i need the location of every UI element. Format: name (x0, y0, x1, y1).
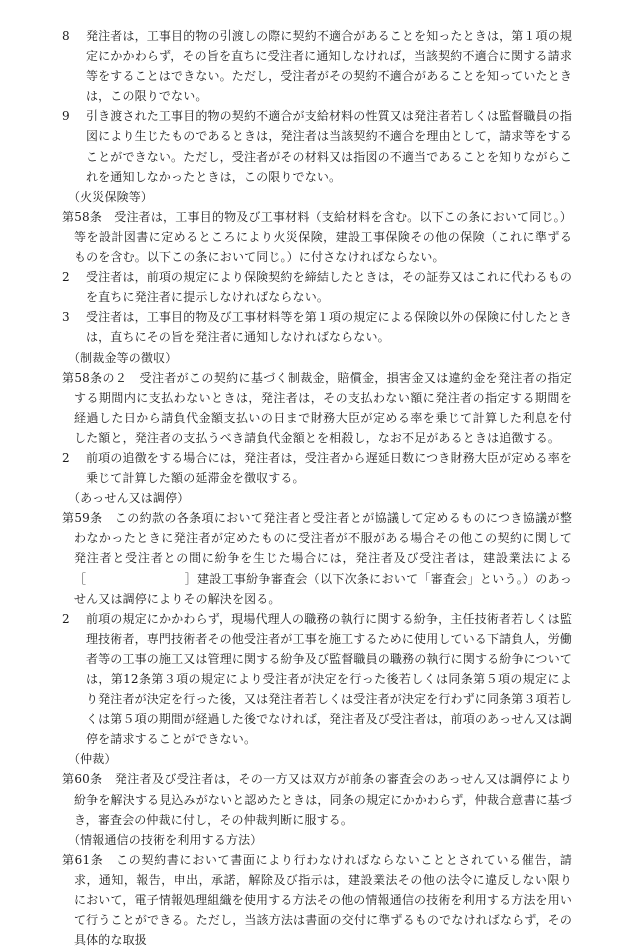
clause-text: 受注者は，前項の規定により保険契約を締結したときは，その証券又はこれに代わるものを直ちに発注者に提示しなければならない。 (86, 270, 573, 305)
clause-number: 8 (62, 29, 70, 43)
article-58-2-clause-2 (62, 448, 572, 488)
clause-text: 引き渡された工事目的物の契約不適合が支給材料の性質又は発注者若しくは監督職員の指図により生じたものであるときは，発注者は当該契約不適合を理由として，請求等をすることができない。ただし，受注者がその材料又は指図の不適当であることを知りながらこれを通知しなかったときは，この限りでない。 (86, 109, 573, 184)
clause-text: 受注者は，工事目的物及び工事材料等を第１項の規定による保険以外の保険に付したときは，直ちにその旨を発注者に通知しなければならない。 (86, 310, 573, 345)
article-58: 第58条 受注者は，工事目的物及び工事材料（支給材料を含む。以下この条において同じ。）等を設計図書に定めるところにより火災保険，建設工事保険その他の保険（これに準ずるものを含む。以下この条において同じ。）に付さなければならない。 (62, 209, 572, 265)
clause-text: 前項の規定にかかわらず，現場代理人の職務の執行に関する紛争，主任技術者若しくは監理技術者，専門技術者その他受注者が工事を施工するために使用している下請負人，労働者等の工事の施工又は管理に関する紛争及び監督職員の職務の執行に関する紛争については，第12条第３項の規定により受注者が決定を行った後若しくは同条第５項の規定により発注者が決定を行った後，又は発注者若しくは受注者が決定を行わずに同条第３項若しくは第５項の期間が経過した後でなければ，発注者及び受注者は，前項のあっせん又は調停を請求することができない。 (86, 611, 573, 747)
clause-number: 3 (62, 310, 70, 325)
article-58-clause-3 (62, 307, 572, 347)
section-heading-arbitration: （仲裁） (68, 752, 117, 767)
clause-number: 2 (62, 450, 70, 465)
section-heading-fire-insurance: （火災保険等） (68, 189, 154, 204)
section-heading-penalty-collection: （制裁金等の徴収） (68, 350, 178, 365)
clause-text: 発注者は，工事目的物の引渡しの際に契約不適合があることを知ったときは，第１項の規定にかかわらず，その旨を直ちに受注者に通知しなければ，当該契約不適合に関する請求等をすることはできない。ただし，受注者がその契約不適合があることを知っていたときは，この限りでない。 (86, 29, 573, 104)
clause-number: 2 (62, 611, 70, 626)
clause-8 (62, 26, 572, 106)
clause-number: 9 (62, 109, 70, 124)
article-58-2: 第58条の２ 受注者がこの契約に基づく制裁金，賠償金，損害金又は違約金を発注者の指定する期間内に支払わないときは，発注者は，その支払わない額に発注者の指定する期間を経過した日から請負代金額支払いの日まで財務大臣が定める率を乗じて計算した利息を付した額と，発注者の支払うべき請負代金額とを相殺し，なお不足があるときは追徴する。 (62, 370, 572, 445)
article-58-clause-2 (62, 267, 572, 307)
clause-number: 2 (62, 270, 70, 285)
clause-text: 前項の追徴をする場合には，発注者は，受注者から遅延日数につき財務大臣が定める率を乗じて計算した額の延滞金を徴収する。 (86, 450, 572, 486)
article-61: 第61条 この契約書において書面により行わなければならないこととされている催告，請求，通知，報告，申出，承諾，解除及び指示は，建設業法その他の法令に違反しない限りにおいて，電子情報処理組織を使用する方法その他の情報通信の技術を利用する方法を用いて行うことができる。ただし，当該方法は書面の交付に準ずるものでなければならず，その具体的な取扱 (62, 852, 572, 948)
section-heading-mediation: （あっせん又は調停） (68, 491, 190, 506)
section-heading-ict-methods: （情報通信の技術を利用する方法） (68, 832, 263, 847)
article-60: 第60条 発注者及び受注者は，その一方又は双方が前条の審査会のあっせん又は調停により紛争を解決する見込みがないと認めたときは，同条の規定にかかわらず，仲裁合意書に基づき，審査会の仲裁に付し，その仲裁判断に服する。 (62, 772, 572, 827)
article-59: 第59条 この約款の各条項において発注者と受注者とが協議して定めるものにつき協議が整わなかったときに発注者が定めたものに受注者が不服がある場合その他この契約に関して発注者と受注者との間に紛争を生じた場合には，発注者及び受注者は，建設業法による［ ］建設工事紛争審査会（以下次条において「審査会」という。）のあっせん又は調停によりその解決を図る。 (62, 511, 572, 606)
clause-9 (62, 106, 572, 186)
article-59-clause-2 (62, 609, 572, 750)
